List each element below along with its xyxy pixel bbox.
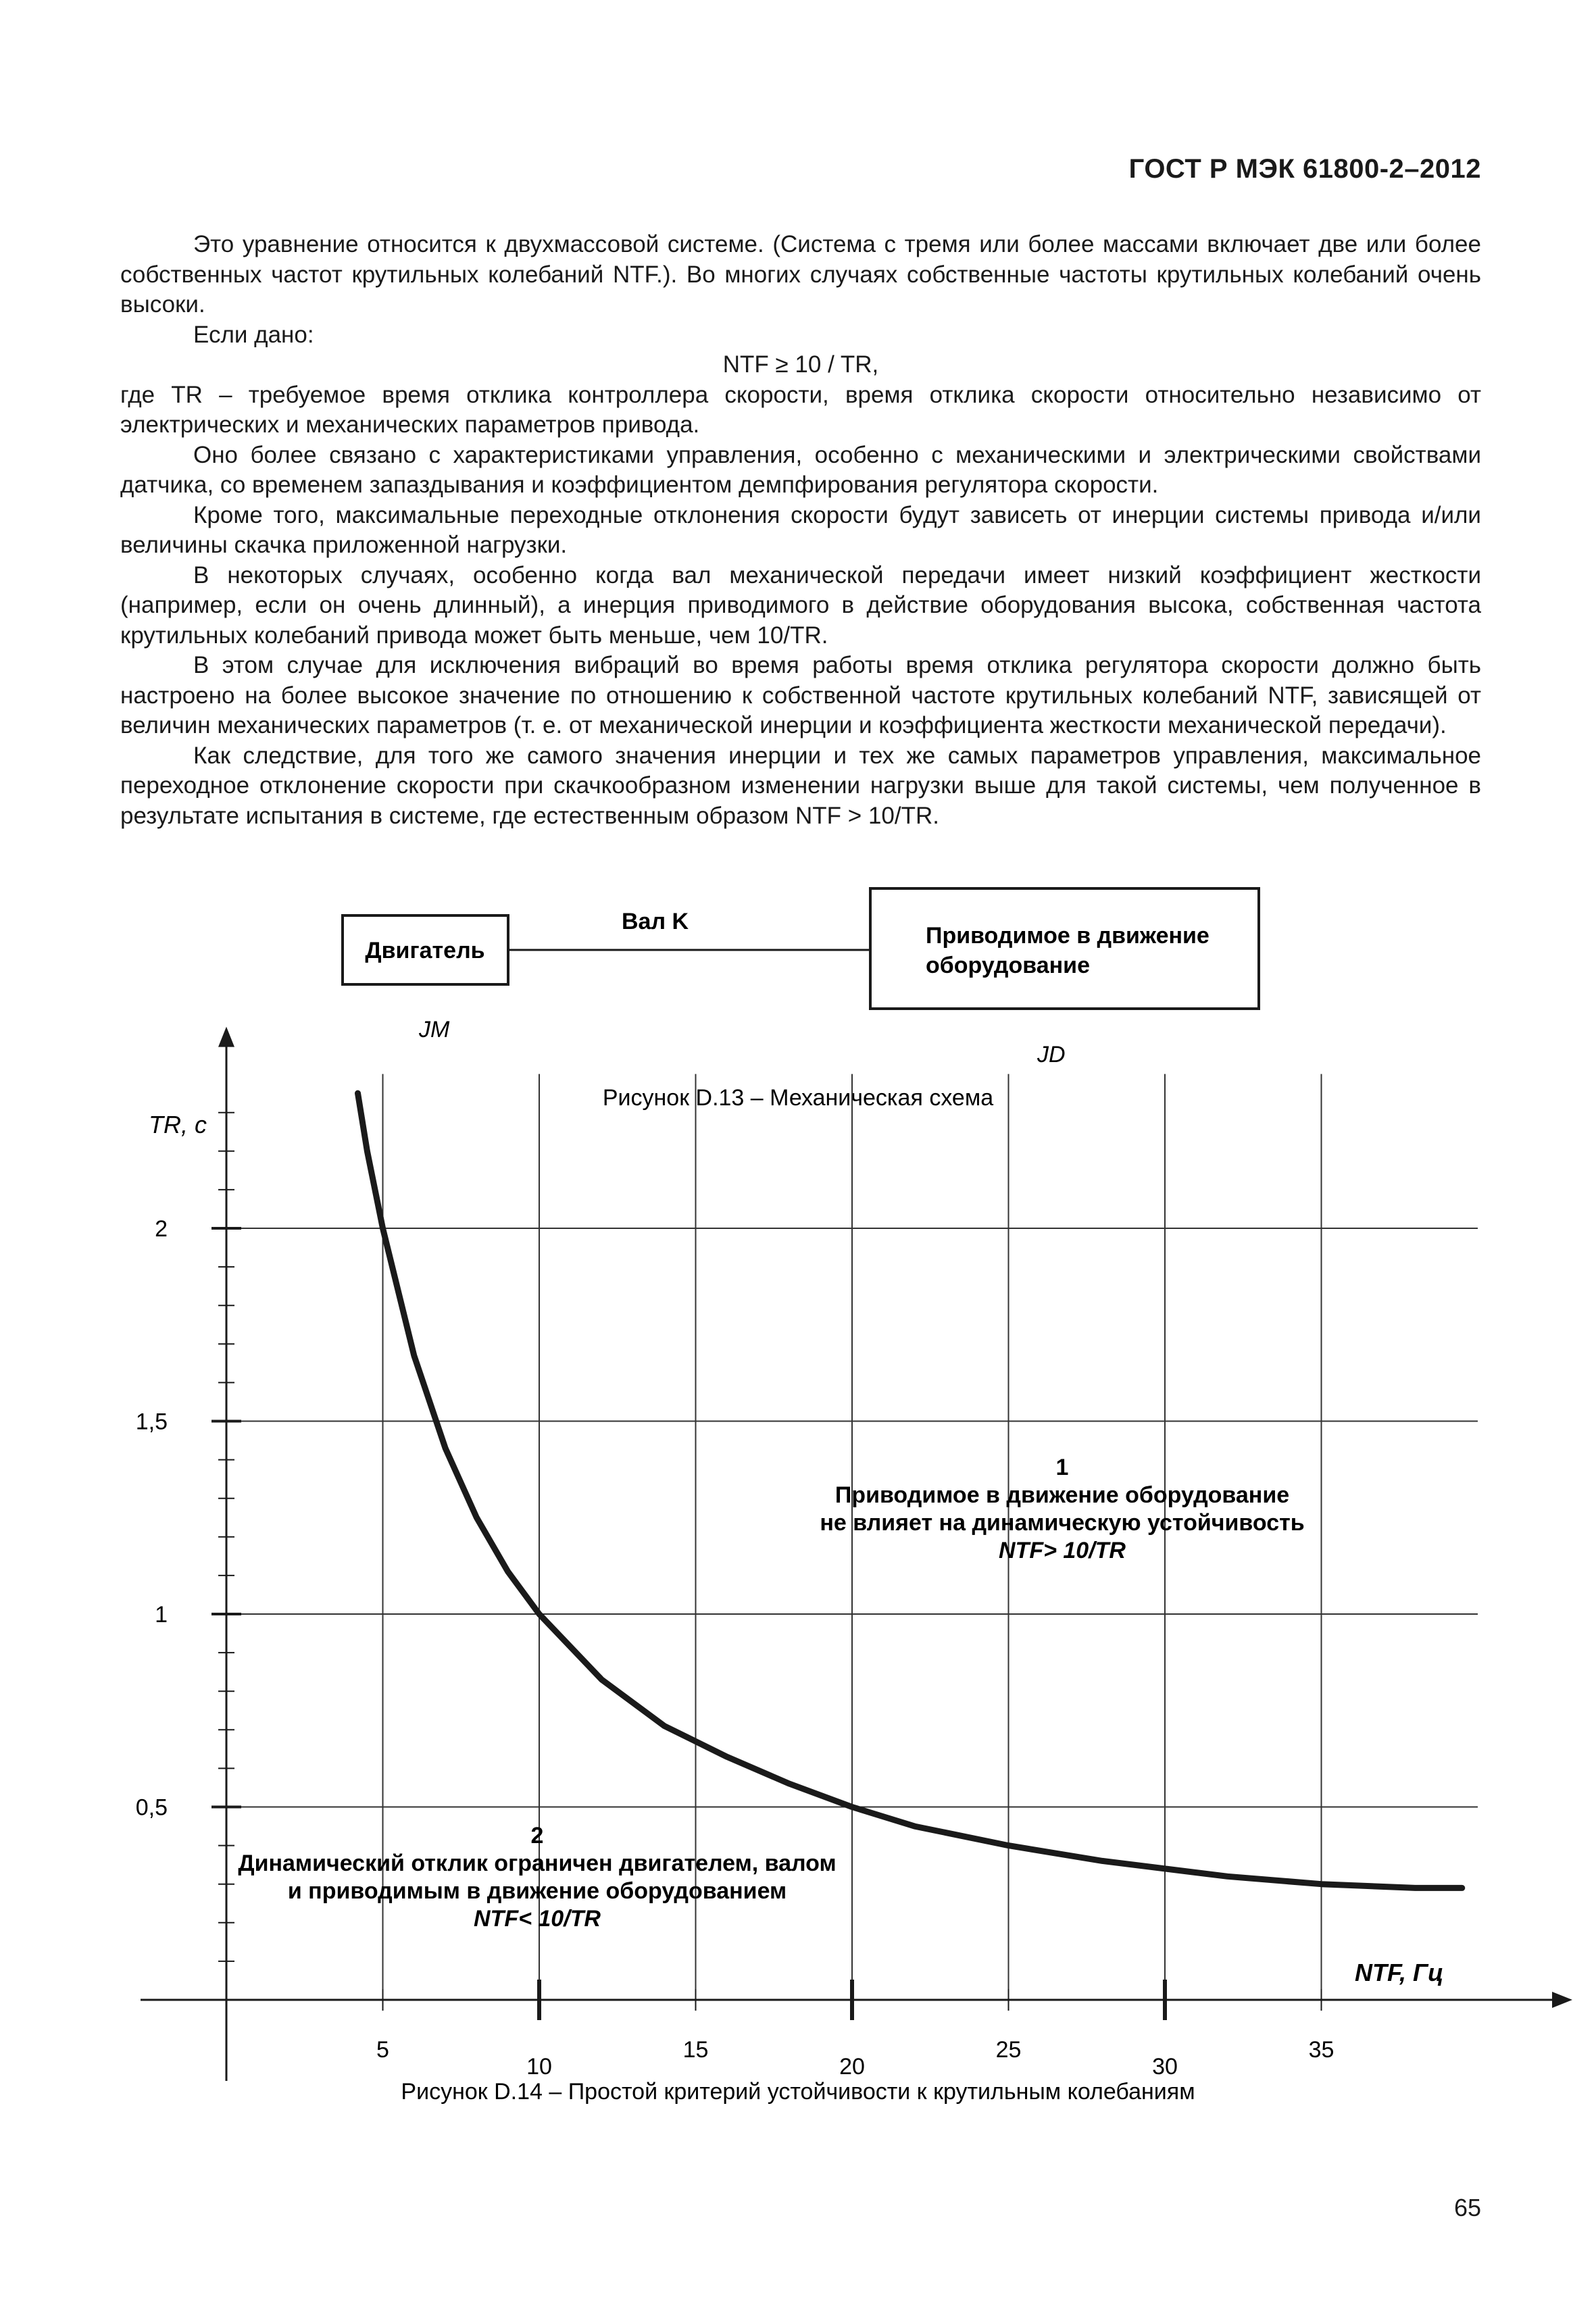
figure14-caption: Рисунок D.14 – Простой критерий устойчивости к крутильным колебаниям [401, 2079, 1195, 2105]
x-tick-label: 35 [1308, 2037, 1335, 2063]
region2-line1: Динамический отклик ограничен двигателем, валом [238, 1851, 837, 1876]
document-header: ГОСТ Р МЭК 61800-2–2012 [1128, 154, 1481, 184]
x-tick-label: 30 [1152, 2054, 1178, 2080]
paragraph: Если дано: [193, 321, 314, 348]
x-tick-label: 20 [839, 2054, 865, 2080]
paragraph: В некоторых случаях, особенно когда вал механической передачи имеет низкий коэффициент жесткости (например, если он очень длинный), а инерция приводимого в действие оборудования высока, собственная частота крутильных колебаний привода может быть меньше, чем 10/TR. [120, 561, 1481, 649]
region1-line1: Приводимое в движение оборудование [834, 1482, 1290, 1508]
region-2-annotation [238, 1823, 836, 1932]
driven-label-line2: оборудование [926, 953, 1090, 978]
motor-label: Двигатель [365, 938, 485, 963]
page-number: 65 [1453, 2194, 1481, 2221]
paragraph: Это уравнение относится к двухмассовой системе. (Система с тремя или более массами включает две или более собственных частот крутильных колебаний NTF.). Во многих случаях собственные частоты крутильных колебаний очень высоки. [120, 231, 1481, 318]
paragraph: где TR – требуемое время отклика контроллера скорости, время отклика скорости относительно независимо от электрических и механических параметров привода. [120, 381, 1481, 438]
axes [141, 1027, 1572, 2081]
x-tick-label: 5 [376, 2037, 389, 2063]
region2-line2: и приводимым в движение оборудованием [287, 1878, 787, 1904]
y-axis-arrow [218, 1027, 234, 1047]
jd-label: JD [1037, 1042, 1066, 1067]
y-axis-title: TR, с [149, 1111, 207, 1138]
region-1-annotation [820, 1455, 1304, 1563]
region1-number: 1 [1055, 1455, 1069, 1480]
x-tick-label: 15 [682, 2037, 709, 2063]
region2-line3: NTF< 10/TR [474, 1906, 601, 1932]
paragraph: Оно более связано с характеристиками управления, особенно с механическими и электрическими свойствами датчика, со временем запаздывания и коэффициентом демпфирования регулятора скорости. [120, 441, 1481, 498]
paragraph: Кроме того, максимальные переходные отклонения скорости будут зависеть от инерции системы привода и/или величины скачка приложенной нагрузки. [120, 501, 1481, 558]
y-tick-label: 1,5 [135, 1409, 168, 1435]
driven-label-line1: Приводимое в движение [926, 923, 1210, 949]
x-axis-title: NTF, Гц [1355, 1959, 1444, 1986]
driven-equipment-box [870, 888, 1259, 1009]
figure13-caption: Рисунок D.13 – Механическая схема [602, 1085, 994, 1111]
region1-line3: NTF> 10/TR [999, 1538, 1126, 1563]
figure-d14 [136, 1027, 1572, 2105]
y-tick-label: 1 [155, 1602, 168, 1628]
region1-line2: не влияет на динамическую устойчивость [820, 1510, 1305, 1536]
jm-label: JM [419, 1017, 450, 1042]
x-tick-label: 25 [995, 2037, 1022, 2063]
y-tick-label: 2 [155, 1216, 168, 1242]
paragraph: В этом случае для исключения вибраций во время работы время отклика регулятора скорости должно быть настроено на более высокое значение по отношению к собственной частоте крутильных колебаний NTF, зависящей от величин механических параметров (т. е. от механической инерции и коэффициента жесткости механической передачи). [120, 652, 1481, 738]
formula: NTF ≥ 10 / TR, [722, 351, 879, 378]
paragraph: Как следствие, для того же самого значения инерции и тех же самых параметров управления, максимальное переходное отклонение скорости при скачкообразном изменении нагрузки выше для такой системы, чем полученное в результате испытания в системе, где естественным образом NTF > 10/TR. [120, 742, 1481, 829]
tick-labels [136, 1216, 1335, 2080]
region2-number: 2 [530, 1823, 544, 1848]
x-tick-label: 10 [526, 2054, 552, 2080]
x-axis-arrow [1552, 1992, 1572, 2008]
shaft-label: Вал K [622, 909, 689, 934]
y-tick-label: 0,5 [135, 1794, 168, 1821]
figure-d13 [343, 888, 1259, 1111]
